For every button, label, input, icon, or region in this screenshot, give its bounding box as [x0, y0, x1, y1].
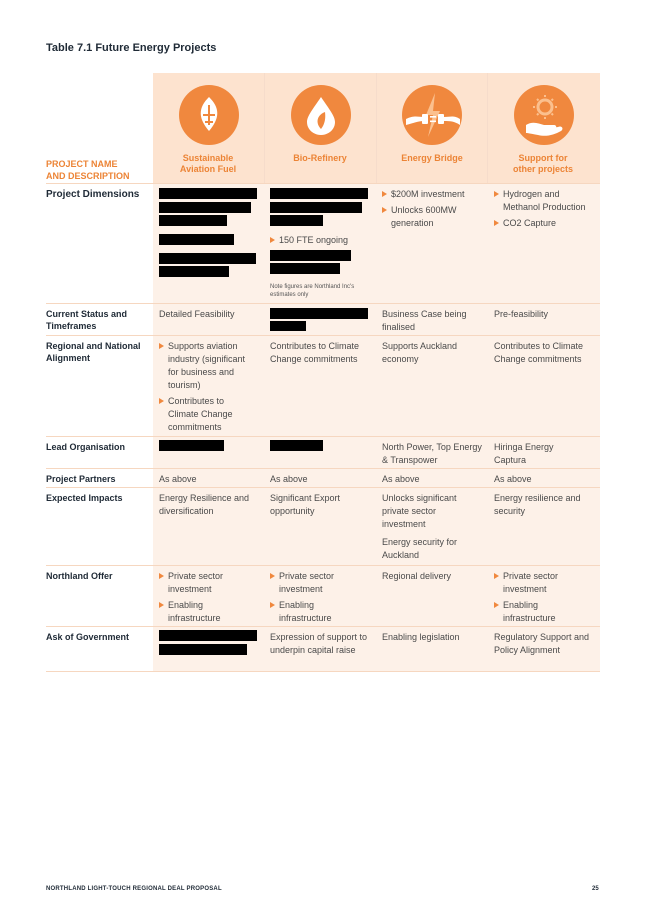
redaction [270, 202, 362, 213]
redaction [159, 234, 234, 245]
redaction [270, 263, 340, 274]
bridge-lead: North Power, Top Energy & Transpower [382, 442, 482, 465]
project-header-support: Support for other projects [512, 153, 573, 174]
plug-bolt-icon [402, 85, 462, 145]
project-header-saf: Sustainable Aviation Fuel [179, 153, 237, 174]
page-number: 25 [592, 886, 599, 892]
redaction [270, 188, 368, 199]
bio-ask: Expression of support to underpin capital raise [270, 632, 368, 655]
bridge-alignment: Supports Auckland economy [382, 341, 458, 364]
project-header-bio: Bio-Refinery [293, 153, 347, 163]
table-title: Table 7.1 Future Energy Projects [46, 42, 217, 54]
bio-note: Note figures are Northland Inc's estimates only [270, 284, 355, 298]
redaction [159, 215, 227, 226]
saf-offer: Private sector investment Enabling infrastructure [159, 570, 255, 625]
bio-offer: Private sector investment Enabling infrastructure [270, 570, 366, 625]
redaction [270, 321, 306, 331]
row-label-offer: Northland Offer [46, 571, 113, 581]
droplet-leaf-icon [291, 85, 351, 145]
bio-fte: 150 FTE ongoing [270, 234, 370, 247]
bridge-offer: Regional delivery [382, 571, 452, 581]
saf-partners: As above [159, 474, 197, 484]
support-lead: Hiringa Energy Captura [494, 442, 554, 465]
hand-sun-icon [514, 85, 574, 145]
redaction [159, 644, 247, 655]
row-label-partners: Project Partners [46, 474, 116, 484]
redaction [270, 440, 323, 451]
redaction [270, 250, 351, 261]
saf-alignment: Supports aviation industry (significant for business and tourism) Contributes to Climate Change commitments [159, 340, 255, 434]
redaction [159, 253, 256, 264]
bridge-status: Business Case being finalised [382, 309, 467, 332]
row-label-lead: Lead Organisation [46, 442, 126, 452]
redaction [159, 202, 251, 213]
saf-impacts: Energy Resilience and diversification [159, 493, 250, 516]
support-ask: Regulatory Support and Policy Alignment [494, 632, 590, 655]
support-impacts: Energy resilience and security [494, 493, 581, 516]
row-label-status: Current Status and Timeframes [46, 309, 128, 331]
bridge-impacts: Unlocks significant private sector investment Energy security for Auckland [382, 493, 458, 560]
bio-impacts: Significant Export opportunity [270, 493, 341, 516]
bio-partners: As above [270, 474, 308, 484]
row-label-ask: Ask of Government [46, 632, 130, 642]
redaction [159, 630, 257, 641]
project-header-bridge: Energy Bridge [401, 153, 463, 163]
redaction [270, 308, 368, 319]
bridge-ask: Enabling legislation [382, 632, 460, 642]
redaction [270, 215, 323, 226]
bio-alignment: Contributes to Climate Change commitments [270, 341, 360, 364]
row-label-alignment: Regional and National Alignment [46, 341, 141, 363]
redaction [159, 266, 229, 277]
support-offer: Private sector investment Enabling infrastructure [494, 570, 590, 625]
plane-leaf-icon [179, 85, 239, 145]
support-alignment: Contributes to Climate Change commitments [494, 341, 584, 364]
support-partners: As above [494, 474, 532, 484]
bridge-partners: As above [382, 474, 420, 484]
footer-title: NORTHLAND LIGHT-TOUCH REGIONAL DEAL PROPOSAL [46, 886, 222, 892]
support-status: Pre-feasibility [494, 309, 549, 319]
row-label-dimensions: Project Dimensions [46, 189, 140, 200]
row-label-impacts: Expected Impacts [46, 493, 123, 503]
bridge-dimensions: $200M investment Unlocks 600MW generation [382, 188, 482, 230]
redaction [159, 188, 257, 199]
support-dimensions: Hydrogen and Methanol Production CO2 Capture [494, 188, 596, 230]
redaction [159, 440, 224, 451]
saf-status: Detailed Feasibility [159, 309, 235, 319]
project-name-label: PROJECT NAME AND DESCRIPTION [46, 159, 130, 181]
